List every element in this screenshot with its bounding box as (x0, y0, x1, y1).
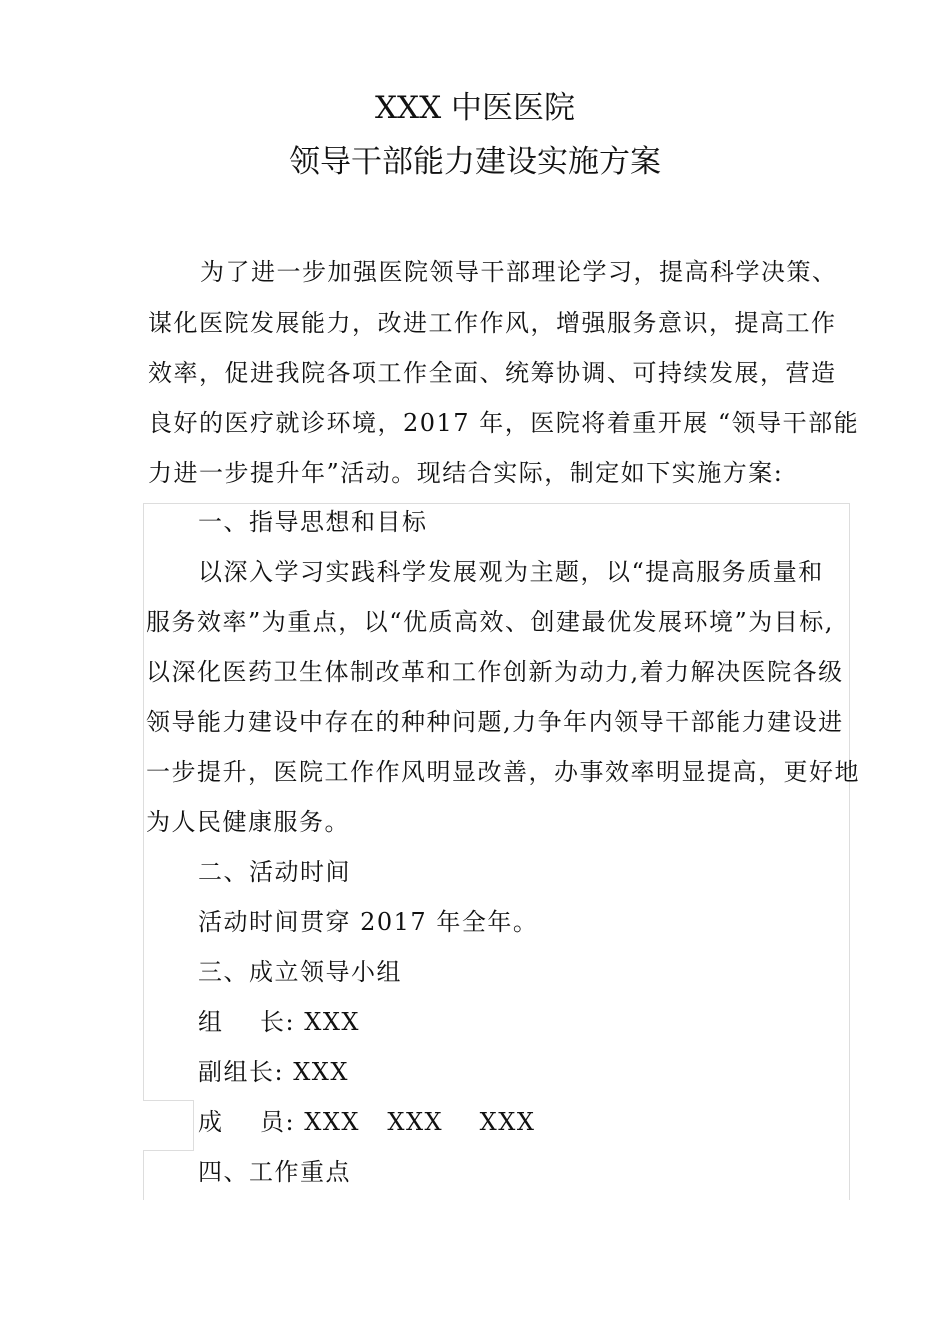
section-1-heading: 一、指导思想和目标 (198, 508, 428, 536)
group-leader-line: 组 长: XXX (198, 1008, 360, 1036)
intro-line-3: 效率，促进我院各项工作全面、统筹协调、可持续发展，营造 (148, 359, 837, 387)
section-3-heading: 三、成立领导小组 (198, 958, 402, 986)
section-1-line-5: 一步提升，医院工作作风明显改善，办事效率明显提高，更好地 (146, 758, 860, 786)
frame-right-line (849, 503, 850, 1200)
section-2-body: 活动时间贯穿 2017 年全年。 (198, 908, 539, 936)
deputy-leader-line: 副组长: XXX (198, 1058, 349, 1086)
intro-line-4: 良好的医疗就诊环境，2017 年，医院将着重开展 “领导干部能 (148, 409, 860, 437)
document-title-line-2: 领导干部能力建设实施方案 (289, 144, 661, 180)
section-1-line-1: 以深入学习实践科学发展观为主题，以“提高服务质量和 (198, 558, 824, 586)
intro-line-5: 力进一步提升年”活动。现结合实际，制定如下实施方案: (148, 459, 784, 487)
section-1-line-2: 服务效率”为重点，以“优质高效、创建最优发展环境”为目标, (146, 608, 834, 636)
intro-line-2: 谋化医院发展能力，改进工作作风，增强服务意识，提高工作 (148, 309, 837, 337)
section-2-heading: 二、活动时间 (198, 858, 351, 886)
frame-notch-side (193, 1100, 194, 1150)
section-1-line-3: 以深化医药卫生体制改革和工作创新为动力,着力解决医院各级 (146, 658, 844, 686)
frame-notch-top (143, 1100, 194, 1101)
frame-notch-bottom (143, 1150, 194, 1151)
section-1-line-6: 为人民健康服务。 (146, 808, 350, 836)
members-line: 成 员: XXX XXX XXX (198, 1108, 536, 1136)
section-1-line-4: 领导能力建设中存在的种种问题,力争年内领导干部能力建设进 (146, 708, 844, 736)
frame-left-line-upper (143, 503, 144, 1100)
document-title-line-1: XXX 中医医院 (374, 90, 576, 126)
section-4-heading: 四、工作重点 (198, 1158, 351, 1186)
frame-left-line-lower (143, 1150, 144, 1200)
intro-line-1: 为了进一步加强医院领导干部理论学习，提高科学决策、 (200, 258, 838, 286)
frame-top-line (143, 503, 850, 504)
